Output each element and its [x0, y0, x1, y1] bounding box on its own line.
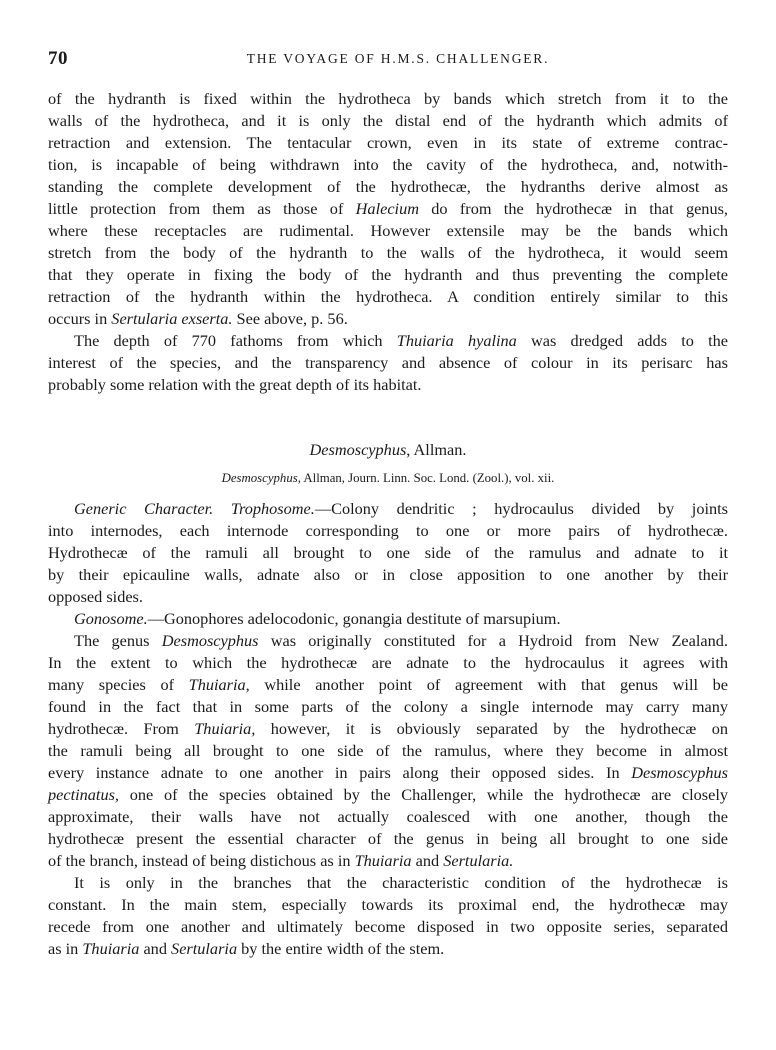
text-line: occurs in Sertularia exserta. See above, p. 56.: [48, 309, 348, 328]
paragraph-gonosome: [48, 608, 728, 630]
text-line: hydrothecæ. From Thuiaria, however, it is obviously separated by the hydrothecæ on: [48, 719, 729, 738]
genus-title: Desmoscyphus, Allman.: [309, 440, 467, 459]
genus-reference: Desmoscyphus, Allman, Journ. Linn. Soc. Lond. (Zool.), vol. xii.: [221, 471, 555, 485]
text-line: constant. In the main stem, especially towards its proximal end, the hydrothecæ may: [48, 895, 728, 914]
paragraph-hydranth: [48, 88, 728, 330]
taxon-name: Sertularia exserta.: [111, 309, 233, 328]
running-head: THE VOYAGE OF H.M.S. CHALLENGER.: [246, 51, 550, 66]
text-line: tion, is incapable of being withdrawn into the cavity of the hydrotheca, and, notwith-: [48, 155, 728, 174]
taxon-name: Desmoscyphus: [161, 631, 259, 650]
text-line: of the hydranth is fixed within the hydrotheca by bands which stretch from it to the: [48, 89, 728, 108]
taxon-name: Thuiaria,: [188, 675, 250, 694]
text-line: where these receptacles are rudimental. However extensile may be the bands which: [48, 221, 728, 240]
text-line: walls of the hydrotheca, and it is only the distal end of the hydranth which admits of: [48, 111, 728, 130]
taxon-name: Sertularia.: [443, 851, 514, 870]
taxon-name: Thuiaria: [82, 939, 140, 958]
taxon-name: Thuiaria: [354, 851, 412, 870]
text-line: retraction and extension. The tentacular crown, even in its state of extreme contrac-: [48, 133, 728, 152]
text-line: standing the complete development of the hydrothecæ, the hydranths derive almost as: [48, 177, 728, 196]
paragraph-depth: [48, 330, 728, 396]
paragraph-branches: [48, 872, 728, 960]
taxon-name: Sertularia: [171, 939, 238, 958]
text-line: little protection from them as those of Halecium do from the hydrothecæ in that genus,: [48, 199, 728, 218]
taxon-name: Thuiaria,: [194, 719, 256, 738]
text-line: The genus Desmoscyphus was originally constituted for a Hydroid from New Zealand.: [74, 631, 728, 650]
text-line: of the branch, instead of being distichous as in Thuiaria and Sertularia.: [48, 851, 514, 870]
text-line: the ramuli being all brought to one side of the ramulus, where they become in almost: [48, 741, 728, 760]
text-line: pectinatus, one of the species obtained by the Challenger, while the hydrothecæ are closely: [48, 785, 728, 804]
text-line: probably some relation with the great depth of its habitat.: [48, 375, 422, 394]
taxon-name: Desmoscyphus: [631, 763, 728, 782]
text-line: retraction of the hydranth within the hydrotheca. A condition entirely similar to this: [48, 287, 728, 306]
page-number: 70: [48, 48, 68, 69]
text-line: Hydrothecæ of the ramuli all brought to one side of the ramulus and adnate to it: [48, 543, 728, 562]
text-line: every instance adnate to one another in pairs along their opposed sides. In Desmoscyphus: [48, 763, 728, 782]
text-line: Gonosome.—Gonophores adelocodonic, gonangia destitute of marsupium.: [74, 609, 561, 628]
taxon-name: Halecium: [355, 199, 419, 218]
text-line: that they operate in fixing the body of the hydranth and thus preventing the complete: [48, 265, 728, 284]
text-line: The depth of 770 fathoms from which Thuiaria hyalina was dredged adds to the: [74, 331, 728, 350]
text-line: by their epicauline walls, adnate also or in close apposition to one another by their: [48, 565, 728, 584]
page-header: [48, 48, 728, 70]
section-gap: [48, 396, 728, 439]
section-heading: [48, 439, 728, 489]
text-line: many species of Thuiaria, while another point of agreement with that genus will be: [48, 675, 728, 694]
paragraph-genus: [48, 630, 728, 872]
paragraph-generic-character: [48, 498, 728, 608]
text-line: as in Thuiaria and Sertularia by the entire width of the stem.: [48, 939, 445, 958]
text-line: opposed sides.: [48, 587, 143, 606]
text-line: It is only in the branches that the characteristic condition of the hydrothecæ is: [74, 873, 728, 892]
text-line: In the extent to which the hydrothecæ are adnate to the hydrocaulus it agrees with: [48, 653, 728, 672]
text-line: hydrothecæ present the essential character of the genus in being all brought to one side: [48, 829, 728, 848]
body-text: [48, 88, 728, 960]
text-line: interest of the species, and the transparency and absence of colour in its perisarc has: [48, 353, 728, 372]
text-line: stretch from the body of the hydranth to the walls of the hydrotheca, it would seem: [48, 243, 728, 262]
taxon-name: Thuiaria hyalina: [396, 331, 517, 350]
text-line: approximate, their walls have not actually coalesced with one another, though the: [48, 807, 728, 826]
text-line: found in the fact that in some parts of the colony a single internode may carry many: [48, 697, 728, 716]
text-line: into internodes, each internode corresponding to one or more pairs of hydrothecæ.: [48, 521, 728, 540]
text-line: Generic Character. Trophosome.—Colony dendritic ; hydrocaulus divided by joints: [74, 499, 728, 518]
taxon-name: pectinatus,: [48, 785, 119, 804]
text-line: recede from one another and ultimately become disposed in two opposite series, separated: [48, 917, 728, 936]
